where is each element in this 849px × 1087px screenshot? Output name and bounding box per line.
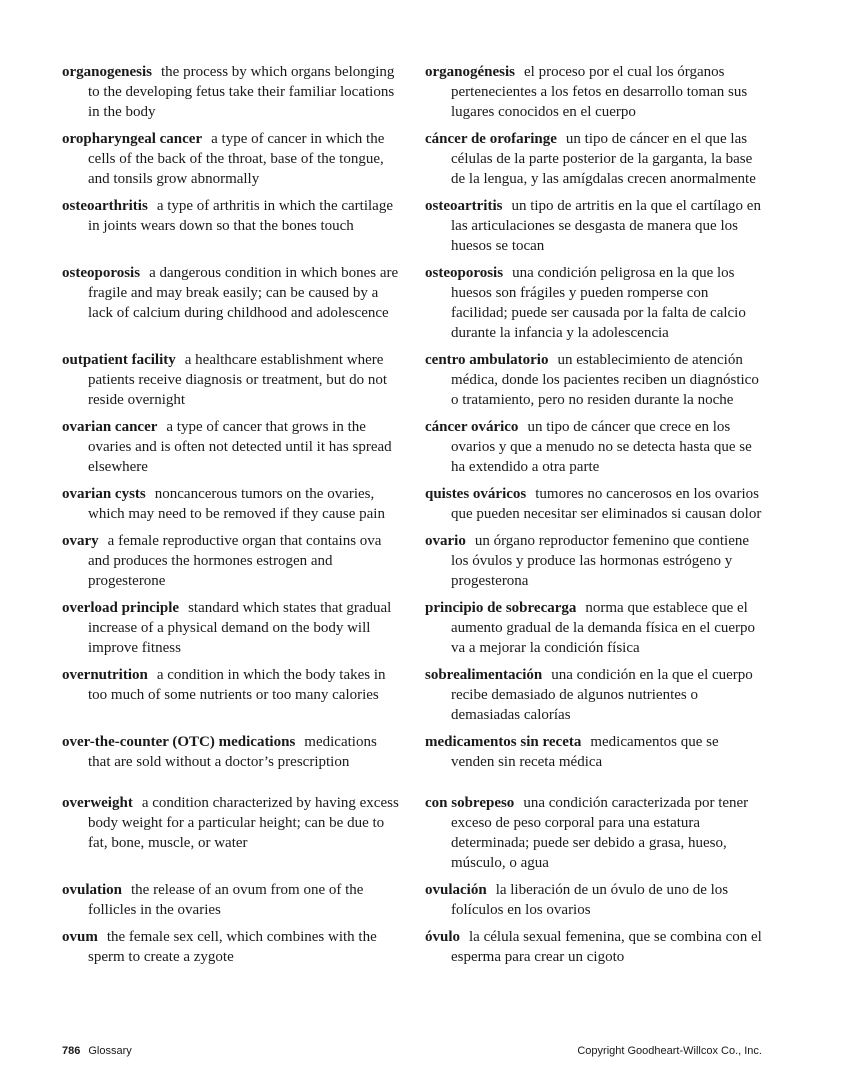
glossary-entry-es (425, 196, 764, 256)
glossary-entry-en (62, 732, 401, 772)
definition-es: la liberación de un óvulo de uno de los folículos en los ovarios (451, 882, 729, 918)
term-en: ovum (62, 929, 98, 945)
glossary-entry-es (425, 880, 764, 920)
term-en: ovarian cysts (62, 486, 146, 502)
glossary-entry-en (62, 880, 401, 920)
term-en: overweight (62, 795, 133, 811)
glossary-entry-en (62, 531, 401, 591)
glossary-entry-en (62, 263, 401, 343)
glossary-entry-es (425, 598, 764, 658)
glossary-entry-es (425, 129, 764, 189)
definition-en: standard which states that gradual increase of a physical demand on the body will improve fitness (88, 600, 392, 656)
term-en: osteoarthritis (62, 198, 148, 214)
definition-es: una condición caracterizada por tener exceso de peso corporal para una estatura determinada; puede ser debido a grasa, hueso, músculo, o agua (451, 795, 749, 871)
term-en: overload principle (62, 600, 180, 616)
glossary-entry-en (62, 129, 401, 189)
term-es: organogénesis (425, 64, 515, 80)
definition-en: a type of arthritis in which the cartilage in joints wears down so that the bones touch (88, 198, 393, 234)
glossary-entry-es (425, 350, 764, 410)
glossary-grid (62, 62, 764, 967)
definition-en: noncancerous tumors on the ovaries, which may need to be removed if they cause pain (88, 486, 385, 522)
definition-es: un tipo de artritis en la que el cartílago en las articulaciones se desgasta de manera que los huesos se tocan (451, 198, 761, 254)
term-es: cáncer de orofaringe (425, 131, 557, 147)
glossary-entry-en (62, 598, 401, 658)
definition-en: the release of an ovum from one of the follicles in the ovaries (88, 882, 364, 918)
term-en: over-the-counter (OTC) medications (62, 734, 296, 750)
term-en: ovarian cancer (62, 419, 158, 435)
glossary-entry-es (425, 62, 764, 122)
definition-en: a dangerous condition in which bones are fragile and may break easily; can be caused by a lack of calcium during childhood and adolescence (88, 265, 399, 321)
glossary-entry-en (62, 793, 401, 873)
definition-en: a condition characterized by having excess body weight for a particular height; can be due to fat, bone, muscle, or water (88, 795, 399, 851)
term-es: ovulación (425, 882, 487, 898)
glossary-entry-en (62, 927, 401, 967)
section-label: Glossary (88, 1045, 132, 1057)
term-en: ovary (62, 533, 99, 549)
definition-es: el proceso por el cual los órganos pertenecientes a los fetos en desarrollo toman sus lugares conocidos en el cuerpo (451, 64, 748, 120)
glossary-entry-es (425, 484, 764, 524)
definition-en: a condition in which the body takes in too much of some nutrients or too many calories (88, 667, 386, 703)
definition-es: medicamentos que se venden sin receta médica (451, 734, 719, 770)
footer-left (62, 1045, 132, 1057)
copyright-notice: Copyright Goodheart-Willcox Co., Inc. (577, 1045, 762, 1057)
definition-en: the process by which organs belonging to the developing fetus take their familiar locations in the body (88, 64, 395, 120)
definition-es: una condición en la que el cuerpo recibe demasiado de algunos nutrientes o demasiadas calorías (451, 667, 753, 723)
term-es: quistes ováricos (425, 486, 527, 502)
definition-es: una condición peligrosa en la que los huesos son frágiles y pueden romperse con facilidad; puede ser causada por la falta de calcio durante la infancia y la adolescencia (451, 265, 746, 341)
term-en: organogenesis (62, 64, 152, 80)
term-es: ovario (425, 533, 466, 549)
term-en: ovulation (62, 882, 123, 898)
definition-es: un órgano reproductor femenino que contiene los óvulos y produce las hormonas estrógeno y progesterona (451, 533, 750, 589)
definition-es: un tipo de cáncer en el que las células de la parte posterior de la garganta, la base de la lengua, y las amígdalas crecen anormalmente (451, 131, 756, 187)
term-es: osteoartritis (425, 198, 503, 214)
definition-es: la célula sexual femenina, que se combina con el esperma para crear un cigoto (451, 929, 762, 965)
term-es: centro ambulatorio (425, 352, 549, 368)
glossary-entry-en (62, 484, 401, 524)
glossary-entry-es (425, 732, 764, 772)
term-en: oropharyngeal cancer (62, 131, 203, 147)
definition-es: un establecimiento de atención médica, donde los pacientes reciben un diagnóstico o tratamiento, pero no residen durante la noche (451, 352, 759, 408)
definition-en: medications that are sold without a doctor’s prescription (88, 734, 377, 770)
definition-es: un tipo de cáncer que crece en los ovarios y que a menudo no se detecta hasta que se ha extendido a otra parte (451, 419, 752, 475)
glossary-entry-en (62, 62, 401, 122)
page-footer (62, 1045, 762, 1057)
definition-es: tumores no cancerosos en los ovarios que pueden necesitar ser eliminados si causan dolor (451, 486, 762, 522)
definition-en: a healthcare establishment where patients receive diagnosis or treatment, but do not reside overnight (88, 352, 388, 408)
definition-en: the female sex cell, which combines with the sperm to create a zygote (88, 929, 377, 965)
glossary-entry-en (62, 417, 401, 477)
glossary-entry-es (425, 793, 764, 873)
glossary-entry-es (425, 263, 764, 343)
term-es: sobrealimentación (425, 667, 543, 683)
term-es: cáncer ovárico (425, 419, 519, 435)
page-number: 786 (62, 1045, 81, 1057)
term-en: outpatient facility (62, 352, 176, 368)
term-es: medicamentos sin receta (425, 734, 582, 750)
term-es: con sobrepeso (425, 795, 515, 811)
definition-en: a female reproductive organ that contains ova and produces the hormones estrogen and progesterone (88, 533, 382, 589)
glossary-entry-es (425, 927, 764, 967)
glossary-entry-en (62, 665, 401, 725)
term-es: óvulo (425, 929, 461, 945)
term-es: principio de sobrecarga (425, 600, 577, 616)
term-en: osteoporosis (62, 265, 141, 281)
definition-en: a type of cancer that grows in the ovaries and is often not detected until it has spread elsewhere (88, 419, 392, 475)
glossary-entry-es (425, 531, 764, 591)
term-en: overnutrition (62, 667, 148, 683)
definition-es: norma que establece que el aumento gradual de la demanda física en el cuerpo va a mejorar la condición física (451, 600, 756, 656)
term-es: osteoporosis (425, 265, 504, 281)
glossary-entry-es (425, 417, 764, 477)
glossary-entry-en (62, 350, 401, 410)
glossary-entry-es (425, 665, 764, 725)
glossary-entry-en (62, 196, 401, 256)
definition-en: a type of cancer in which the cells of the back of the throat, base of the tongue, and tonsils grow abnormally (88, 131, 385, 187)
